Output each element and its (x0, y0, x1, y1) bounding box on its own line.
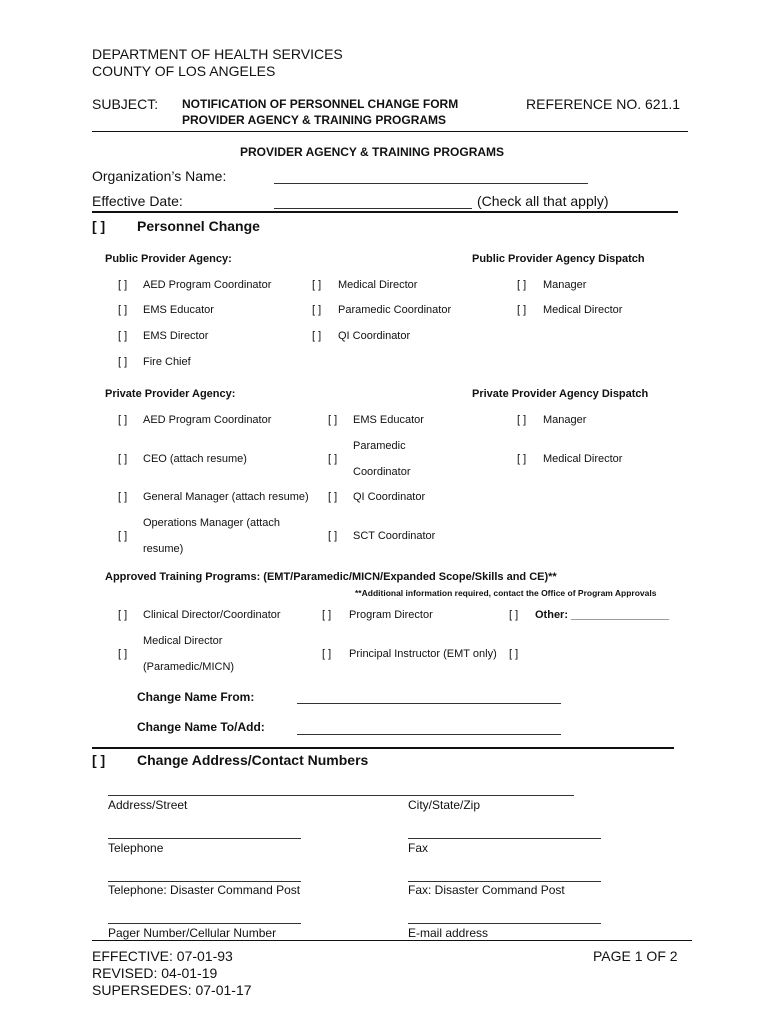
option-label: Paramedic (353, 440, 406, 452)
form-title: PROVIDER AGENCY & TRAINING PROGRAMS (240, 145, 505, 159)
page-number: PAGE 1 OF 2 (593, 948, 678, 964)
option-label: resume) (143, 543, 184, 555)
fax-field[interactable] (408, 838, 601, 839)
footer-divider (92, 940, 692, 941)
address-street-label: Address/Street (108, 798, 188, 812)
pager-cellular-field[interactable] (108, 923, 301, 924)
personnel-change-title: Personnel Change (137, 218, 260, 234)
email-label: E-mail address (408, 926, 489, 940)
disaster-fax-label: Fax: Disaster Command Post (408, 883, 565, 897)
change-name-from-label: Change Name From: (137, 690, 255, 704)
option-label: EMS Educator (143, 304, 214, 316)
department-name: DEPARTMENT OF HEALTH SERVICES (92, 46, 343, 62)
supersedes-date: SUPERSEDES: 07-01-17 (92, 982, 252, 998)
option-label: Principal Instructor (EMT only) (349, 648, 497, 660)
option-label: Operations Manager (attach (143, 517, 280, 529)
option-label: (Paramedic/MICN) (143, 661, 235, 673)
disaster-telephone-field[interactable] (108, 881, 301, 882)
checkbox[interactable]: [ ] (118, 304, 128, 316)
training-programs-heading: Approved Training Programs: (EMT/Paramedic/MICN/Expanded Scope/Skills and CE)** (105, 571, 557, 583)
option-label: SCT Coordinator (353, 530, 436, 542)
option-label: Medical Director (143, 635, 223, 647)
organization-name-label: Organization’s Name: (92, 168, 227, 184)
checkbox[interactable]: [ ] (312, 279, 322, 291)
telephone-label: Telephone (108, 841, 164, 855)
option-label: CEO (attach resume) (143, 453, 247, 465)
checkbox[interactable]: [ ] (118, 330, 128, 342)
training-note: **Additional information required, contact the Office of Program Approvals (355, 588, 657, 598)
checkbox[interactable]: [ ] (328, 414, 338, 426)
disaster-fax-field[interactable] (408, 881, 601, 882)
option-label: Medical Director (338, 279, 418, 291)
option-label: QI Coordinator (353, 491, 426, 503)
checkbox[interactable]: [ ] (118, 491, 128, 503)
change-name-to-field[interactable] (297, 734, 561, 735)
reference-number: REFERENCE NO. 621.1 (526, 96, 681, 112)
effective-date: EFFECTIVE: 07-01-93 (92, 948, 233, 964)
option-label: AED Program Coordinator (143, 414, 272, 426)
revised-date: REVISED: 04-01-19 (92, 965, 218, 981)
subject-label: SUBJECT: (92, 96, 159, 112)
checkbox[interactable]: [ ] (322, 648, 332, 660)
header-divider (92, 131, 688, 132)
option-label: Clinical Director/Coordinator (143, 609, 281, 621)
fax-label: Fax (408, 841, 429, 855)
checkbox[interactable]: [ ] (312, 304, 322, 316)
option-label: Paramedic Coordinator (338, 304, 452, 316)
checkbox[interactable]: [ ] (118, 279, 128, 291)
public-provider-agency-heading: Public Provider Agency: (105, 253, 232, 265)
private-provider-dispatch-heading: Private Provider Agency Dispatch (472, 388, 649, 400)
organization-name-field[interactable] (274, 183, 588, 184)
option-label: Program Director (349, 609, 433, 621)
city-state-zip-label: City/State/Zip (408, 798, 481, 812)
option-label: AED Program Coordinator (143, 279, 272, 291)
checkbox[interactable]: [ ] (328, 491, 338, 503)
option-label: Medical Director (543, 304, 623, 316)
checkbox[interactable]: [ ] (509, 609, 519, 621)
section-divider (92, 211, 678, 213)
section-divider (92, 747, 674, 749)
checkbox[interactable]: [ ] (118, 609, 128, 621)
checkbox[interactable]: [ ] (517, 414, 527, 426)
checkbox[interactable]: [ ] (328, 530, 338, 542)
checkbox[interactable]: [ ] (517, 453, 527, 465)
option-label: General Manager (attach resume) (143, 491, 309, 503)
option-label: Coordinator (353, 466, 411, 478)
option-label: Medical Director (543, 453, 623, 465)
checkbox[interactable]: [ ] (517, 279, 527, 291)
option-label: EMS Director (143, 330, 209, 342)
county-name: COUNTY OF LOS ANGELES (92, 63, 276, 79)
effective-date-field[interactable] (274, 208, 472, 209)
disaster-telephone-label: Telephone: Disaster Command Post (108, 883, 301, 897)
checkbox[interactable]: [ ] (509, 648, 519, 660)
checkbox[interactable]: [ ] (118, 453, 128, 465)
checkbox[interactable]: [ ] (118, 356, 128, 368)
checkbox[interactable]: [ ] (118, 648, 128, 660)
change-name-from-field[interactable] (297, 703, 561, 704)
subject-line-1: NOTIFICATION OF PERSONNEL CHANGE FORM (182, 97, 459, 111)
other-option[interactable]: Other: ________________ (535, 609, 669, 621)
checkbox[interactable]: [ ] (328, 453, 338, 465)
checkbox[interactable]: [ ] (517, 304, 527, 316)
subject-line-2: PROVIDER AGENCY & TRAINING PROGRAMS (182, 113, 447, 127)
public-provider-dispatch-heading: Public Provider Agency Dispatch (472, 253, 645, 265)
checkbox[interactable]: [ ] (118, 414, 128, 426)
email-field[interactable] (408, 923, 601, 924)
pager-cellular-label: Pager Number/Cellular Number (108, 926, 277, 940)
option-label: Manager (543, 414, 587, 426)
checkbox[interactable]: [ ] (322, 609, 332, 621)
option-label: EMS Educator (353, 414, 424, 426)
personnel-change-checkbox[interactable]: [ ] (92, 218, 106, 234)
option-label: Fire Chief (143, 356, 191, 368)
check-all-note: (Check all that apply) (477, 193, 609, 209)
address-change-checkbox[interactable]: [ ] (92, 752, 106, 768)
address-change-title: Change Address/Contact Numbers (137, 752, 369, 768)
effective-date-label: Effective Date: (92, 193, 183, 209)
checkbox[interactable]: [ ] (118, 530, 128, 542)
address-field-line[interactable] (108, 795, 574, 796)
option-label: Manager (543, 279, 587, 291)
option-label: QI Coordinator (338, 330, 411, 342)
telephone-field[interactable] (108, 838, 301, 839)
private-provider-agency-heading: Private Provider Agency: (105, 388, 236, 400)
checkbox[interactable]: [ ] (312, 330, 322, 342)
change-name-to-label: Change Name To/Add: (137, 720, 265, 734)
